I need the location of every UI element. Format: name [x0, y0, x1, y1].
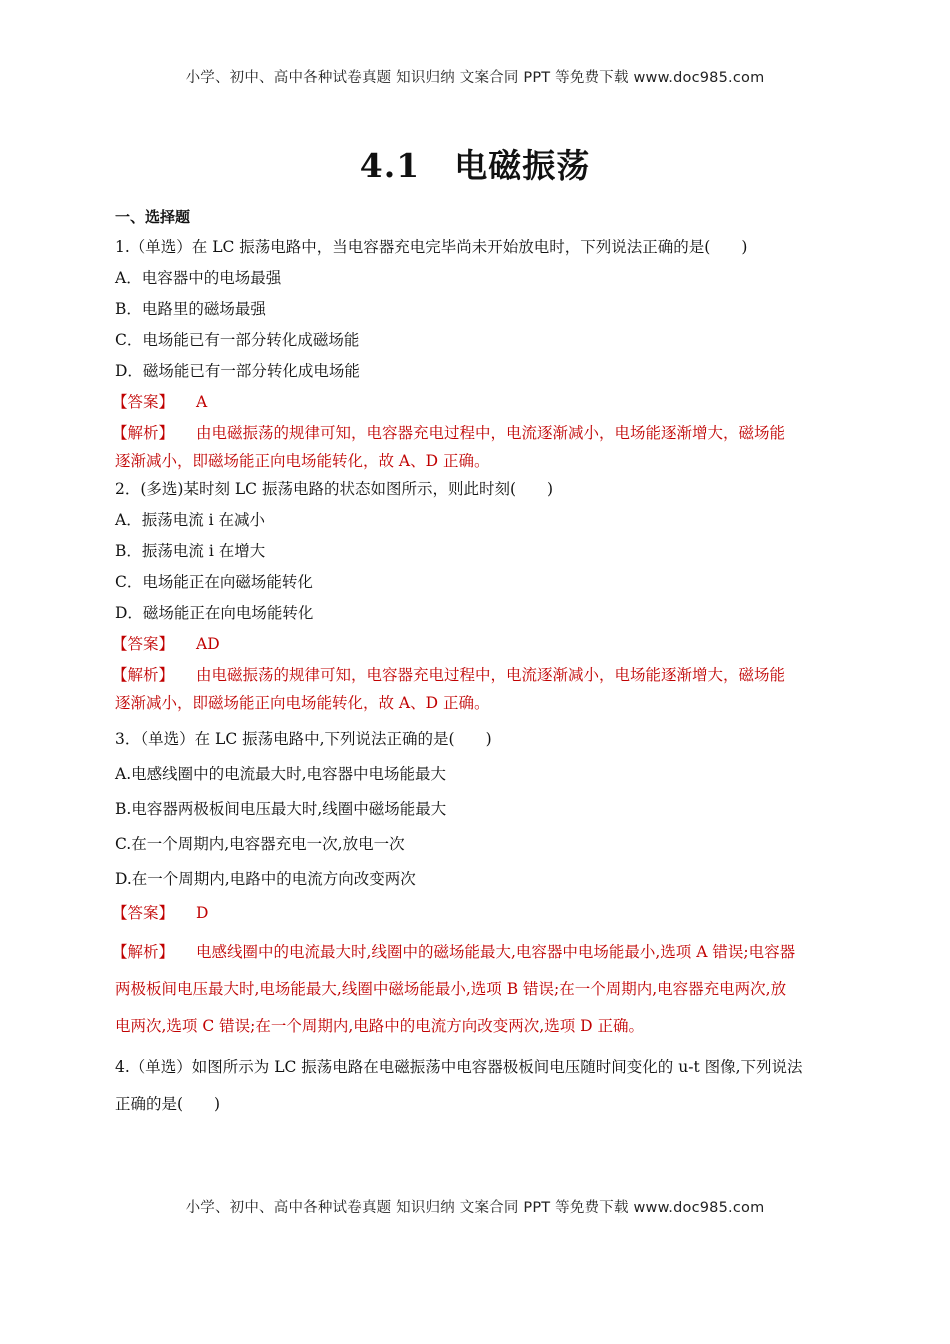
answer-label: 【答案】: [112, 635, 175, 653]
explanation-line: 电两次,选项 C 错误;在一个周期内,电路中的电流方向改变两次,选项 D 正确。: [115, 1017, 645, 1035]
question-2: [112, 478, 839, 714]
question-stem: 3．（单选）在 LC 振荡电路中,下列说法正确的是( ): [115, 730, 492, 748]
question-stem: 1.（单选）在 LC 振荡电路中，当电容器充电完毕尚未开始放电时，下列说法正确的是( ): [115, 238, 748, 256]
page-header: 小学、初中、高中各种试卷真题 知识归纳 文案合同 PPT 等免费下载 www.doc985.com: [185, 70, 765, 86]
option-d: D．磁场能已有一部分转化成电场能: [115, 362, 360, 380]
answer-row: [112, 633, 839, 655]
explanation-row: [112, 664, 839, 714]
answer-value: A: [196, 393, 208, 411]
answer-label: 【答案】: [112, 393, 175, 411]
explanation-label: 【解析】: [112, 424, 175, 442]
answer-value: AD: [196, 635, 220, 653]
option-d: D.在一个周期内,电路中的电流方向改变两次: [115, 870, 416, 888]
question-1: [112, 236, 839, 472]
explanation-label: 【解析】: [112, 666, 175, 684]
explanation-line: 逐渐减小，即磁场能正向电场能转化，故 A、D 正确。: [115, 452, 490, 470]
question-3: [112, 726, 839, 1045]
explanation-line: 电感线圈中的电流最大时,线圈中的磁场能最大,电容器中电场能最小,选项 A 错误;电容器: [196, 943, 796, 961]
option-d: D．磁场能正在向电场能转化: [115, 604, 314, 622]
document-body: [112, 205, 839, 1123]
option-b: B．振荡电流 i 在增大: [115, 542, 266, 560]
section-heading: 一、选择题: [115, 208, 191, 226]
question-stem: 4.（单选）如图所示为 LC 振荡电路在电磁振荡中电容器极板间电压随时间变化的 u-t 图像,下列说法: [115, 1058, 803, 1076]
page-footer: 小学、初中、高中各种试卷真题 知识归纳 文案合同 PPT 等免费下载 www.doc985.com: [185, 1200, 765, 1216]
option-c: C．电场能正在向磁场能转化: [115, 573, 313, 591]
answer-value: D: [196, 904, 209, 922]
option-c: C.在一个周期内,电容器充电一次,放电一次: [115, 835, 405, 853]
explanation-line: 由电磁振荡的规律可知，电容器充电过程中，电流逐渐减小，电场能逐渐增大，磁场能: [196, 424, 786, 442]
explanation-line: 逐渐减小，即磁场能正向电场能转化，故 A、D 正确。: [115, 694, 490, 712]
explanation-label: 【解析】: [112, 943, 175, 961]
option-a: A.电感线圈中的电流最大时,电容器中电场能最大: [115, 765, 447, 783]
answer-label: 【答案】: [112, 904, 175, 922]
question-4: [115, 1049, 839, 1123]
page-title: 4.1 电磁振荡: [359, 146, 591, 185]
answer-row: [112, 391, 839, 413]
option-a: A．电容器中的电场最强: [115, 269, 282, 287]
explanation-line: 由电磁振荡的规律可知，电容器充电过程中，电流逐渐减小，电场能逐渐增大，磁场能: [196, 666, 786, 684]
question-stem: 2．(多选)某时刻 LC 振荡电路的状态如图所示，则此时刻( ): [115, 480, 554, 498]
option-a: A．振荡电流 i 在减小: [115, 511, 266, 529]
option-b: B.电容器两极板间电压最大时,线圈中磁场能最大: [115, 800, 447, 818]
explanation-line: 两极板间电压最大时,电场能最大,线圈中磁场能最小,选项 B 错误;在一个周期内,电容器充电两次,放: [115, 980, 787, 998]
answer-row: [112, 900, 839, 926]
explanation-row: [112, 934, 839, 1045]
explanation-row: [112, 422, 839, 472]
option-c: C．电场能已有一部分转化成磁场能: [115, 331, 360, 349]
option-b: B．电路里的磁场最强: [115, 300, 266, 318]
question-stem: 正确的是( ): [115, 1095, 221, 1113]
